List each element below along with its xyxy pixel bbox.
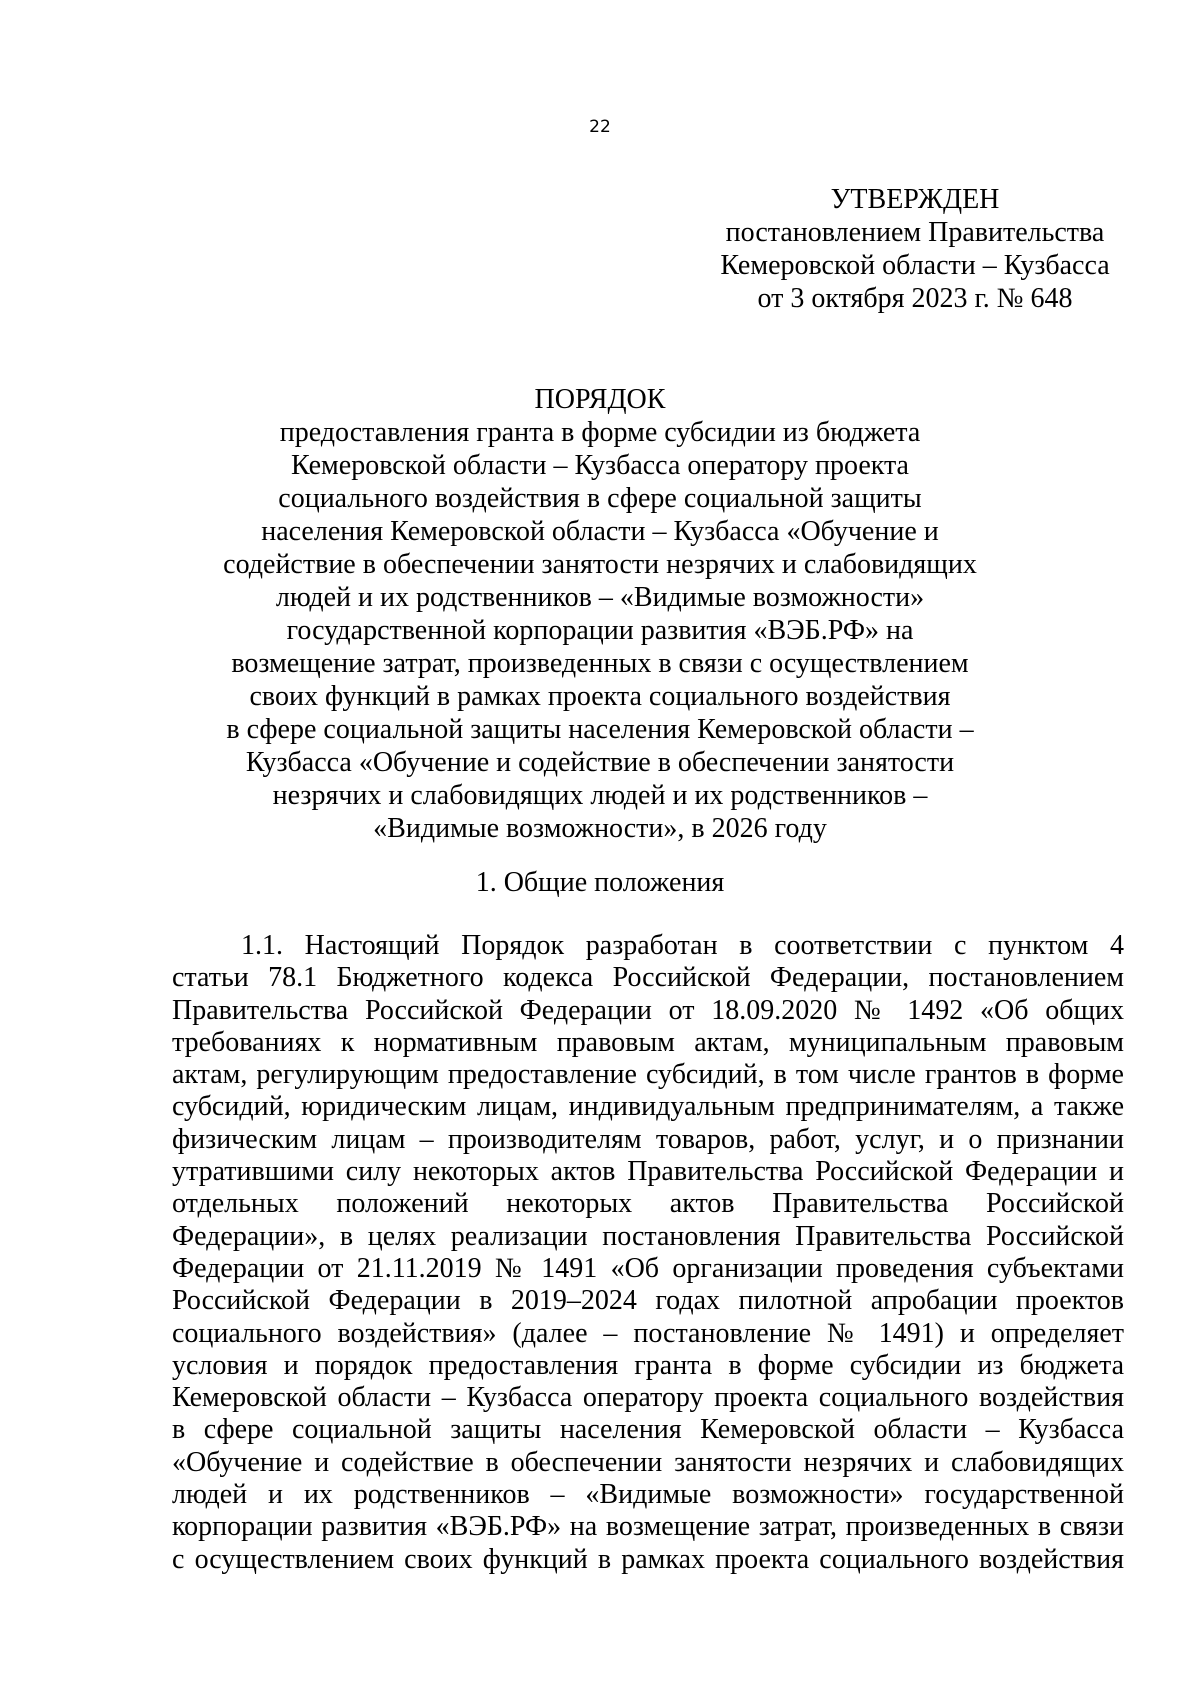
paragraph-line: с осуществлением своих функций в рамках проекта социального воздействия [172,1543,1124,1575]
paragraph-line: Федерации от 21.11.2019 № 1491 «Об организации проведения субъектами [172,1252,1124,1284]
paragraph-line: физическим лицам – производителям товаров, работ, услуг, и о признании [172,1123,1124,1155]
section-title: 1. Общие положения [475,867,725,898]
approval-line: Кемеровской области – Кузбасса [720,250,1110,281]
paragraph-line: субсидий, юридическим лицам, индивидуальным предпринимателям, а также [172,1091,1124,1123]
heading-line: людей и их родственников – «Видимые возможности» [275,582,925,613]
heading-line: Кузбасса «Обучение и содействие в обеспечении занятости [245,747,955,778]
heading-line: «Видимые возможности», в 2026 году [373,813,827,844]
approval-line: постановлением Правительства [725,217,1105,248]
paragraph-line: «Обучение и содействие в обеспечении занятости незрячих и слабовидящих [172,1446,1124,1478]
heading-line: своих функций в рамках проекта социального воздействия [249,681,951,712]
paragraph-line: статьи 78.1 Бюджетного кодекса Российской Федерации, постановлением [172,962,1124,994]
paragraph-line: Федерации», в целях реализации постановления Правительства Российской [172,1220,1124,1252]
paragraph-line: социального воздействия» (далее – постановление № 1491) и определяет [172,1317,1124,1349]
paragraph-line: актам, регулирующим предоставление субсидий, в том числе грантов в форме [172,1059,1124,1091]
approval-block [705,183,1125,315]
paragraph-line: требованиях к нормативным правовым актам, муниципальным правовым [172,1026,1124,1058]
paragraph-line: корпорации развития «ВЭБ.РФ» на возмещение затрат, произведенных в связи [172,1511,1124,1543]
paragraph-line: утратившими силу некоторых актов Правительства Российской Федерации и [172,1156,1124,1188]
heading-line: возмещение затрат, произведенных в связи с осуществлением [231,648,969,679]
heading-line: содействие в обеспечении занятости незрячих и слабовидящих [223,549,977,580]
heading-title: ПОРЯДОК [534,384,666,415]
paragraph-line: Кемеровской области – Кузбасса оператору проекта социального воздействия [172,1382,1124,1414]
heading-line: социального воздействия в сфере социальной защиты [278,483,922,514]
paragraph-line: Российской Федерации в 2019–2024 годах пилотной апробации проектов [172,1285,1124,1317]
approval-line: от 3 октября 2023 г. № 648 [757,283,1073,314]
page-number: 22 [589,117,611,137]
heading-line: незрячих и слабовидящих людей и их родственников – [272,780,928,811]
paragraph-line: в сфере социальной защиты населения Кемеровской области – Кузбасса [172,1414,1124,1446]
paragraph-line: условия и порядок предоставления гранта в форме субсидии из бюджета [172,1349,1124,1381]
paragraph-line: людей и их родственников – «Видимые возможности» государственной [172,1479,1124,1511]
paragraph-line: отдельных положений некоторых актов Правительства Российской [172,1188,1124,1220]
heading-line: населения Кемеровской области – Кузбасса «Обучение и [261,516,939,547]
approval-title: УТВЕРЖДЕН [830,184,1000,215]
paragraph-1-1 [172,930,1124,1576]
heading-line: Кемеровской области – Кузбасса оператору проекта [291,450,909,481]
paragraph-line: Правительства Российской Федерации от 18.09.2020 № 1492 «Об общих [172,994,1124,1026]
heading-line: в сфере социальной защиты населения Кемеровской области – [226,714,974,745]
paragraph-line: 1.1. Настоящий Порядок разработан в соответствии с пунктом 4 [241,930,1124,961]
heading-line: государственной корпорации развития «ВЭБ.РФ» на [286,615,914,646]
document-heading [200,383,1000,845]
heading-line: предоставления гранта в форме субсидии из бюджета [279,417,921,448]
